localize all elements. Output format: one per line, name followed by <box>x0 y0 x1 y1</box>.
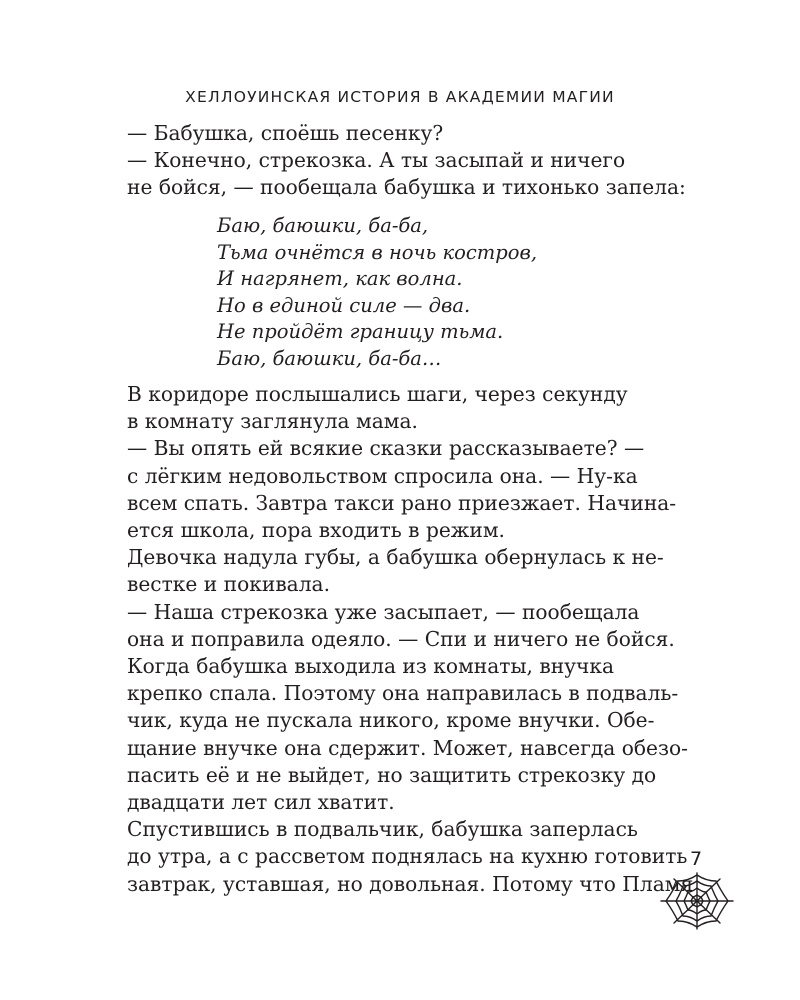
text-line: до утра, а с рассветом поднялась на кухню готовить <box>127 844 688 869</box>
text-line: с лёгким недовольством спросила она. — Ну-ка <box>127 463 638 488</box>
running-header: ХЕЛЛОУИНСКАЯ ИСТОРИЯ В АКАДЕМИИ МАГИИ <box>185 88 615 106</box>
poem-line: Баю, баюшки, ба-ба, <box>217 214 429 237</box>
text-line: Девочка надула губы, а бабушка обернулась к не- <box>127 545 664 570</box>
spider-web-icon <box>660 870 734 932</box>
poem-line: Баю, баюшки, ба-ба… <box>217 346 442 370</box>
text-block-intro <box>127 120 686 202</box>
text-line: щание внучке она сдержит. Может, навсегда обезо- <box>127 735 688 760</box>
text-block-main <box>127 381 694 898</box>
page-number: 7 <box>689 848 703 870</box>
text-line: всем спать. Завтра такси рано приезжает. Начина- <box>127 490 677 515</box>
text-line: — Вы опять ей всякие сказки рассказываете? — <box>127 436 645 461</box>
text-line: ется школа, пора входить в режим. <box>127 518 505 543</box>
text-line: чик, куда не пускала никого, кроме внучки. Обе- <box>127 708 655 733</box>
text-line: в комнату заглянула мама. <box>127 409 418 434</box>
text-line: Когда бабушка выходила из комнаты, внучка <box>127 654 615 679</box>
text-line: двадцати лет сил хватит. <box>127 790 395 815</box>
lullaby-poem <box>217 213 637 373</box>
text-line: вестке и покивала. <box>127 572 330 597</box>
text-line: завтрак, уставшая, но довольная. Потому что Пламя <box>127 871 694 896</box>
poem-line: И нагрянет, как волна. <box>217 267 463 291</box>
text-line: пасить её и не выйдет, но защитить стрекозку до <box>127 762 657 787</box>
text-line: не бойся, — пообещала бабушка и тихонько запела: <box>127 175 686 200</box>
text-line: она и поправила одеяло. — Спи и ничего не бойся. <box>127 626 675 651</box>
text-line: — Бабушка, споёшь песенку? <box>127 121 444 145</box>
text-line: крепко спала. Поэтому она направилась в подваль- <box>127 681 679 706</box>
poem-line: Не пройдёт границу тьма. <box>217 320 504 344</box>
text-line: — Конечно, стрекозка. А ты засыпай и ничего <box>127 148 626 173</box>
poem-line: Но в единой силе — два. <box>217 293 471 317</box>
text-line: В коридоре послышались шаги, через секунду <box>127 382 628 406</box>
text-line: Спустившись в подвальчик, бабушка заперлась <box>127 817 638 842</box>
poem-line: Тьма очнётся в ночь костров, <box>217 240 538 264</box>
text-line: — Наша стрекозка уже засыпает, — пообещала <box>127 599 640 624</box>
